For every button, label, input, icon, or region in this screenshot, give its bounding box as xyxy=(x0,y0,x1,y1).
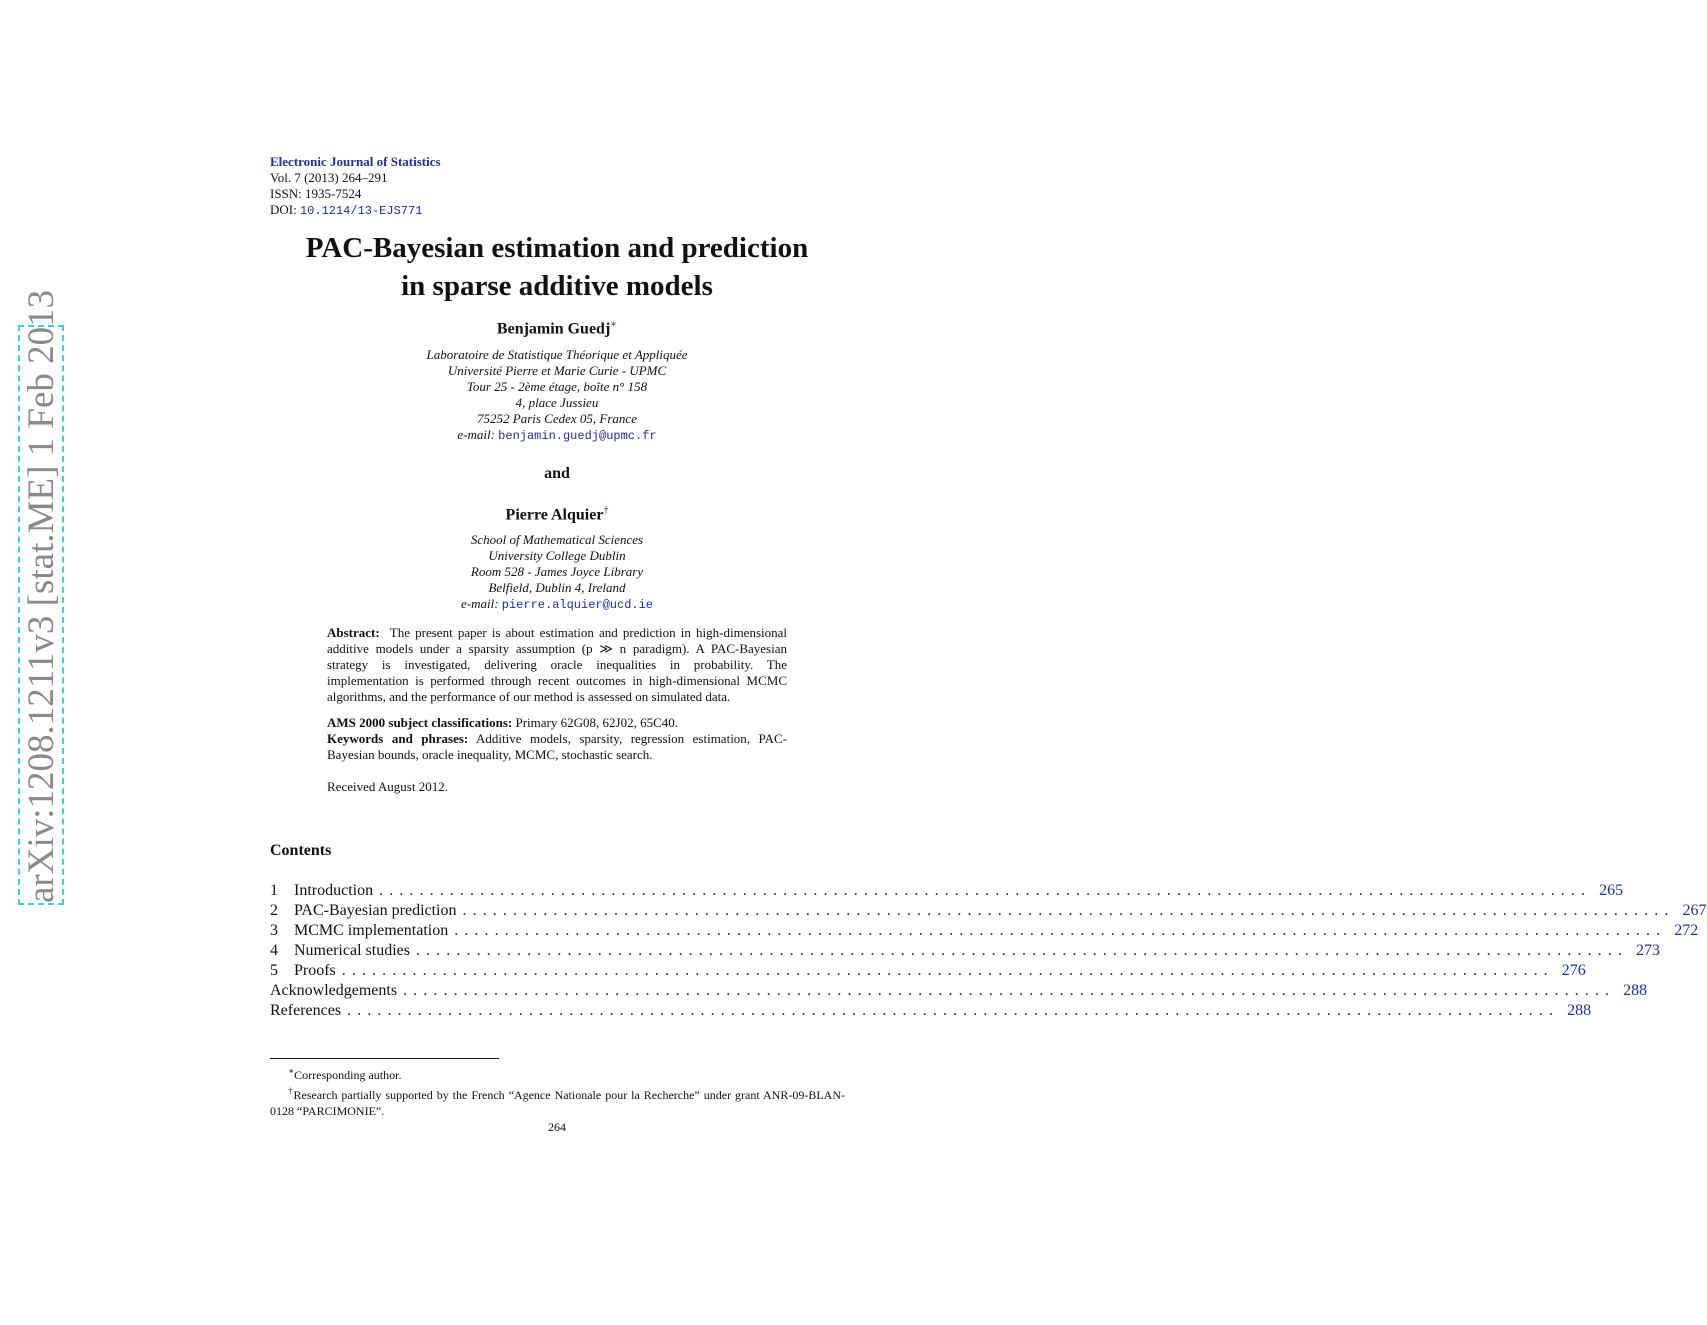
footnote-rule xyxy=(270,1058,499,1059)
toc-entry[interactable] xyxy=(270,941,1660,961)
abstract-label: Abstract: xyxy=(327,625,380,640)
footnote-1 xyxy=(270,1063,845,1083)
keywords xyxy=(327,731,787,763)
affiliation-line: Belfield, Dublin 4, Ireland xyxy=(488,580,626,595)
affiliation-line: Tour 25 - 2ème étage, boîte n° 158 xyxy=(466,379,648,394)
toc-entry-number: 1 xyxy=(270,882,278,899)
journal-issn: ISSN: 1935-7524 xyxy=(270,186,362,201)
toc-entry-title[interactable]: MCMC implementation xyxy=(294,922,449,939)
toc-leader-dots: ........................................................................................................................ xyxy=(454,922,1667,939)
journal-info xyxy=(270,154,441,219)
table-of-contents xyxy=(270,881,1707,1021)
arxiv-identifier-stamp[interactable]: arXiv:1208.1211v3 [stat.ME] 1 Feb 2013 xyxy=(18,325,64,905)
footnote-1-mark: ∗ xyxy=(288,1066,295,1076)
footnote-1-text: Corresponding author. xyxy=(294,1068,402,1082)
keywords-text: Additive models, sparsity, regression estimation, PAC-Bayesian bounds, oracle inequality, MCMC, stochastic search. xyxy=(327,731,787,762)
paper-title xyxy=(260,229,854,305)
toc-entry-number: 4 xyxy=(270,942,278,959)
author-2-footnote-mark[interactable]: † xyxy=(603,505,609,516)
toc-entry-page-link[interactable]: 276 xyxy=(1561,962,1586,979)
doi-label: DOI: xyxy=(270,202,297,217)
author-1-name xyxy=(260,319,854,338)
doi-link[interactable]: 10.1214/13-EJS771 xyxy=(299,204,423,218)
footnote-2 xyxy=(270,1083,845,1119)
author-1-email-line xyxy=(260,427,854,444)
ams-classification xyxy=(327,715,787,731)
toc-entry-number: 2 xyxy=(270,902,278,919)
journal-name-link[interactable]: Electronic Journal of Statistics xyxy=(270,154,441,169)
abstract-block xyxy=(327,625,787,795)
toc-entry-page-link[interactable]: 273 xyxy=(1635,942,1660,959)
abstract-text: The present paper is about estimation and prediction in high-dimensional additive models under a sparsity assumption (p ≫ n paradigm). A PAC-Bayesian strategy is investigated, delivering oracle inequalities in probability. The implementation is performed through recent outcomes in high-dimensional MCMC algorithms, and the performance of our method is assessed on simulated data. xyxy=(327,625,788,704)
toc-leader-dots: ........................................................................................................................ xyxy=(462,902,1675,919)
toc-entry[interactable] xyxy=(270,921,1699,941)
toc-entry-title[interactable]: Numerical studies xyxy=(294,942,410,959)
toc-entry-title[interactable]: Proofs xyxy=(294,962,336,979)
footnote-2-text: Research partially supported by the French “Agence Nationale pour la Recherche” under grant ANR-09-BLAN-0128 “PARCIMONIE”. xyxy=(270,1088,845,1118)
affiliation-line: University College Dublin xyxy=(488,548,626,563)
title-line-1: PAC-Bayesian estimation and prediction xyxy=(305,232,809,264)
toc-leader-dots: ........................................................................................................................ xyxy=(347,1002,1560,1019)
author-2-email-link[interactable]: pierre.alquier@ucd.ie xyxy=(501,598,654,612)
toc-entry-title[interactable]: PAC-Bayesian prediction xyxy=(294,902,457,919)
toc-entry-title[interactable]: Introduction xyxy=(294,882,374,899)
abstract xyxy=(327,625,787,705)
toc-leader-dots: ........................................................................................................................ xyxy=(415,942,1628,959)
author-2-name xyxy=(260,505,854,524)
title-line-2: in sparse additive models xyxy=(401,270,713,302)
keywords-label: Keywords and phrases: xyxy=(327,731,469,746)
email-label: e-mail: xyxy=(460,596,499,611)
toc-entry-page-link[interactable]: 288 xyxy=(1623,982,1648,999)
toc-leader-dots: ........................................................................................................................ xyxy=(379,882,1592,899)
journal-volume: Vol. 7 (2013) 264–291 xyxy=(270,170,388,185)
received-date: Received August 2012. xyxy=(327,779,448,794)
journal-doi-line xyxy=(270,202,441,219)
page-number: 264 xyxy=(548,1120,566,1134)
affiliation-line: 4, place Jussieu xyxy=(515,395,599,410)
affiliation-line: 75252 Paris Cedex 05, France xyxy=(477,411,637,426)
author-2-affiliation xyxy=(260,532,854,613)
toc-leader-dots: ........................................................................................................................ xyxy=(403,982,1616,999)
ams-label: AMS 2000 subject classifications: xyxy=(327,715,513,730)
and-separator: and xyxy=(544,465,570,482)
toc-entry-number: 5 xyxy=(270,962,278,979)
toc-entry-title[interactable]: References xyxy=(270,1002,342,1019)
toc-entry-page-link[interactable]: 267 xyxy=(1682,902,1707,919)
footnotes xyxy=(270,1063,845,1119)
affiliation-line: School of Mathematical Sciences xyxy=(470,532,644,547)
affiliation-line: Laboratoire de Statistique Théorique et Appliquée xyxy=(426,347,688,362)
footnote-2-mark: † xyxy=(288,1086,294,1096)
toc-entry-title[interactable]: Acknowledgements xyxy=(270,982,398,999)
ams-text: Primary 62G08, 62J02, 65C40. xyxy=(515,715,678,730)
contents-heading: Contents xyxy=(270,842,332,859)
toc-entry-page-link[interactable]: 272 xyxy=(1674,922,1699,939)
author-1-email-link[interactable]: benjamin.guedj@upmc.fr xyxy=(498,429,657,443)
toc-entry[interactable] xyxy=(270,901,1707,921)
toc-entry-page-link[interactable]: 265 xyxy=(1599,882,1624,899)
toc-entry[interactable] xyxy=(270,961,1586,981)
author-1-footnote-mark[interactable]: ∗ xyxy=(610,319,618,330)
toc-leader-dots: ........................................................................................................................ xyxy=(341,962,1554,979)
toc-entry[interactable] xyxy=(270,981,1648,1001)
author-2-email-line xyxy=(260,596,854,613)
author-2-name-text: Pierre Alquier xyxy=(505,506,604,524)
author-1-affiliation xyxy=(260,347,854,444)
email-label: e-mail: xyxy=(457,427,495,442)
affiliation-line: Room 528 - James Joyce Library xyxy=(470,564,644,579)
author-1-name-text: Benjamin Guedj xyxy=(496,320,611,338)
toc-entry[interactable] xyxy=(270,1001,1592,1021)
toc-entry[interactable] xyxy=(270,881,1624,901)
toc-entry-page-link[interactable]: 288 xyxy=(1567,1002,1592,1019)
affiliation-line: Université Pierre et Marie Curie - UPMC xyxy=(447,363,667,378)
toc-entry-number: 3 xyxy=(270,922,278,939)
